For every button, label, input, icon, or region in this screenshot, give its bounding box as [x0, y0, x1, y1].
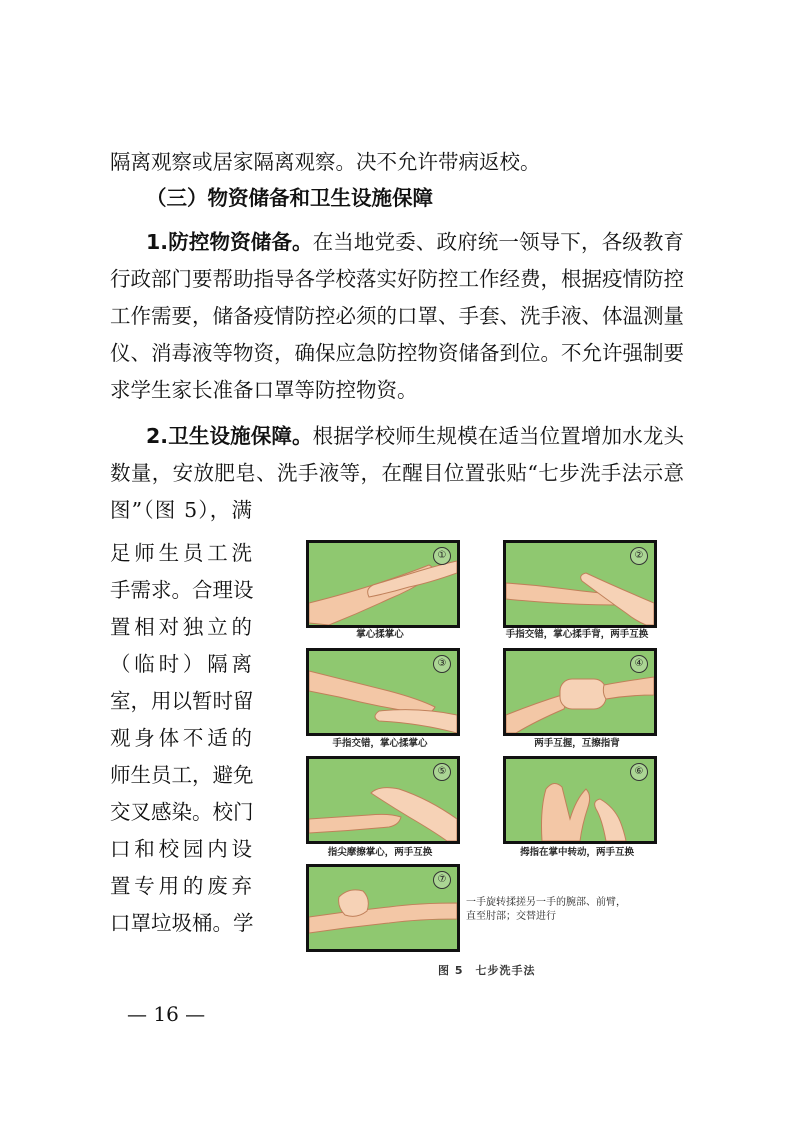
wrap-line: 手需求。合理设	[110, 578, 254, 602]
step-number: ②	[630, 547, 648, 565]
figure-caption: 图 5 七步洗手法	[438, 964, 536, 977]
wrap-line: 置相对独立的	[110, 615, 252, 639]
wrap-line: 师生员工，避免	[110, 763, 254, 787]
step-caption: 手指交错，掌心揉手背，两手互换	[505, 629, 649, 640]
step-caption: 指尖摩擦掌心，两手互换	[327, 847, 433, 858]
paragraph-line: 数量，安放肥皂、洗手液等，在醒目位置张贴“七步洗手法示意	[110, 461, 684, 485]
wrap-line: 图”（图 5），满	[110, 498, 252, 522]
section-heading: （三）物资储备和卫生设施保障	[146, 186, 433, 210]
wrap-line: 足师生员工洗	[110, 541, 252, 565]
step-4-illustration	[503, 648, 657, 736]
step-caption: 一手旋转揉搓另一手的腕部、前臂，直至肘部；交替进行	[466, 897, 626, 922]
paragraph-line: 工作需要，储备疫情防控必须的口罩、手套、洗手液、体温测量	[110, 304, 684, 328]
step-caption: 手指交错，掌心揉掌心	[332, 738, 428, 749]
step-caption: 掌心揉掌心	[356, 629, 404, 640]
wrap-line: 口和校园内设	[110, 837, 252, 861]
step-7-illustration	[306, 864, 460, 952]
paragraph-line: 求学生家长准备口罩等防控物资。	[110, 378, 418, 402]
step-1-illustration	[306, 540, 460, 628]
step-5-illustration	[306, 756, 460, 844]
step-3-illustration	[306, 648, 460, 736]
step-number: ①	[433, 547, 451, 565]
wrap-line: 观身体不适的	[110, 726, 252, 750]
step-caption: 拇指在掌中转动，两手互换	[519, 847, 634, 858]
paragraph-line: 2.卫生设施保障。根据学校师生规模在适当位置增加水龙头	[146, 424, 684, 448]
wrap-line: 置专用的废弃	[110, 874, 252, 898]
step-number: ④	[630, 655, 648, 673]
paragraph-line: 1.防控物资储备。在当地党委、政府统一领导下，各级教育	[146, 230, 684, 254]
page-number: — 16 —	[127, 1002, 206, 1026]
paragraph-title: 2.卫生设施保障。	[146, 424, 313, 448]
wrap-line: 室，用以暂时留	[110, 689, 254, 713]
text-line: 隔离观察或居家隔离观察。决不允许带病返校。	[110, 150, 541, 174]
step-2-illustration	[503, 540, 657, 628]
step-number: ⑦	[433, 871, 451, 889]
wrap-line: 口罩垃圾桶。学	[110, 911, 254, 935]
paragraph-line: 行政部门要帮助指导各学校落实好防控工作经费，根据疫情防控	[110, 267, 684, 291]
wrap-line: （临时）隔离	[110, 652, 252, 676]
step-number: ③	[433, 655, 451, 673]
wrap-line: 交叉感染。校门	[110, 800, 254, 824]
step-caption: 两手互握，互擦指背	[534, 738, 620, 749]
step-6-illustration	[503, 756, 657, 844]
paragraph-line: 仪、消毒液等物资，确保应急防控物资储备到位。不允许强制要	[110, 341, 684, 365]
paragraph-title: 1.防控物资储备。	[146, 230, 313, 254]
step-number: ⑤	[433, 763, 451, 781]
step-number: ⑥	[630, 763, 648, 781]
